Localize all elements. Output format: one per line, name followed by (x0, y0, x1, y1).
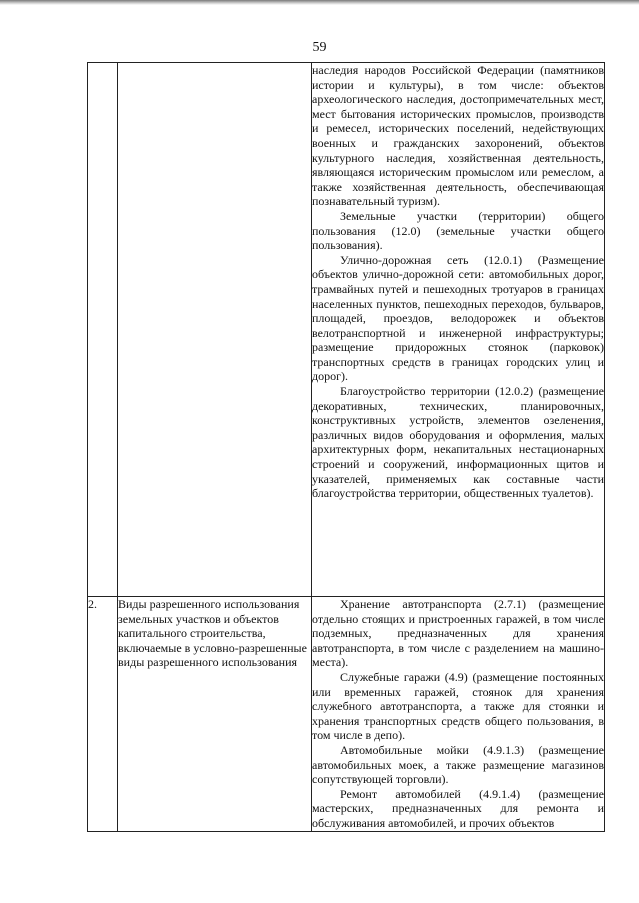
description-paragraph: Хранение автотранспорта (2.7.1) (размещение отдельно стоящих и пристроенных гаражей, в том числе подземных, предназначенных для хранения автотранспорта, в том числе с разделением на машино-места). (312, 597, 604, 670)
table-row (88, 63, 605, 597)
scan-edge (0, 0, 639, 5)
page-number: 59 (312, 40, 327, 55)
description-paragraph: Ремонт автомобилей (4.9.1.4) (размещение мастерских, предназначенных для ремонта и обслуживания автомобилей, и прочих объектов (312, 786, 604, 830)
row-name-cell (118, 63, 312, 597)
land-use-table (87, 62, 605, 832)
row-number-cell (88, 63, 118, 597)
row-name-cell: Виды разрешенного использования земельных участков и объектов капитального строительства, включаемые в условно-разрешенные виды разрешенного использования (118, 597, 312, 832)
description-paragraph: Благоустройство территории (12.0.2) (размещение декоративных, технических, планировочных, конструктивных устройств, элементов озеленения, различных видов оборудования и оформления, малых архитектурных форм, некапитальных нестационарных строений и сооружений, информационных щитов и указателей, применяемых как составные части благоустройства территории, общественных туалетов). (312, 384, 604, 501)
description-paragraph: Земельные участки (территории) общего пользования (12.0) (земельные участки общего пользования). (312, 208, 604, 253)
description-paragraph: Автомобильные мойки (4.9.1.3) (размещение автомобильных моек, а также размещение магазинов сопутствующей торговли). (312, 742, 604, 787)
row-number-cell: 2. (88, 597, 118, 832)
description-paragraph: наследия народов Российской Федерации (памятников истории и культуры), в том числе: объектов археологического наследия, достопримечательных мест, мест бытования исторических промыслов, производств и ремесел, исторических поселений, недействующих военных и гражданских захоронений, объектов культурного наследия, хозяйственная деятельность, являющаяся историческим промыслом или ремеслом, а также хозяйственная деятельность, обеспечивающая познавательный туризм). (312, 63, 604, 209)
row-description-cell (312, 63, 605, 597)
description-paragraph: Улично-дорожная сеть (12.0.1) (Размещение объектов улично-дорожной сети: автомобильных дорог, трамвайных путей и пешеходных тротуаров в границах населенных пунктов, пешеходных переходов, бульваров, площадей, проездов, велодорожек и объектов велотранспортной и инженерной инфраструктуры; размещение придорожных стоянок (парковок) транспортных средств в границах городских улиц и дорог). (312, 252, 604, 384)
row-description-cell (312, 597, 605, 832)
description-paragraph: Служебные гаражи (4.9) (размещение постоянных или временных гаражей, стоянок для хранения служебного автотранспорта, а также для стоянки и хранения транспортных средств общего пользования, в том числе в депо). (312, 669, 604, 743)
table-row (88, 597, 605, 832)
